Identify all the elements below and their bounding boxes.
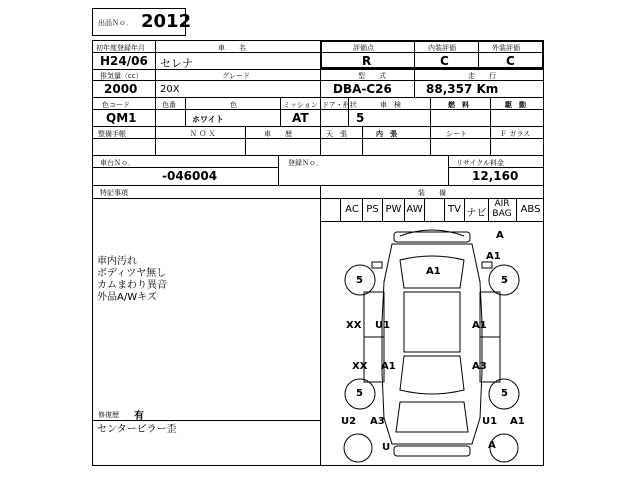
equipment-pw: PW — [385, 204, 402, 215]
doors-value: 5 — [356, 111, 365, 125]
lot-number-label: 出品Ｎｏ． — [98, 19, 133, 27]
exterior-grade-value: C — [506, 54, 515, 68]
damage-code: 5 — [501, 275, 508, 286]
repair-value: 有 — [134, 411, 144, 422]
manual-label: 整備手帳 — [98, 130, 126, 138]
damage-code: A1 — [486, 251, 501, 262]
damage-code: A3 — [472, 361, 487, 372]
lot-number: 2012 — [141, 11, 192, 32]
interior-grade-label: 内装評価 — [428, 44, 456, 52]
note-line: ボディツヤ無し — [97, 268, 167, 279]
color-code-label: 色コード — [102, 101, 130, 109]
lot-number-box — [92, 8, 192, 36]
model-label: 車 名 — [218, 44, 246, 52]
interior-grade-value: C — [440, 54, 449, 68]
damage-code: 5 — [356, 388, 363, 399]
notes-list — [97, 256, 312, 304]
inspection-label: 車 検 — [380, 101, 401, 109]
equipment-row — [320, 198, 544, 222]
damage-code: A1 — [381, 361, 396, 372]
damage-code: XX — [346, 320, 362, 331]
color-label: 色 — [230, 101, 237, 109]
note-line: 外品A/Wキズ — [97, 292, 157, 303]
damage-code: A — [496, 230, 504, 241]
mileage-value: 88,357 Km — [426, 82, 499, 96]
damage-code: U2 — [341, 416, 357, 427]
damage-code: A1 — [472, 320, 487, 331]
grade-label: グレード — [222, 72, 250, 80]
damage-code: U1 — [482, 416, 498, 427]
exterior-grade-label: 外装評価 — [492, 44, 520, 52]
grade-value: 20X — [160, 84, 180, 95]
model-value: セレナ — [160, 57, 193, 70]
seat-label: シート — [446, 130, 467, 138]
score-label: 評価点 — [353, 44, 374, 52]
displacement-value: 2000 — [104, 82, 138, 96]
recycle-label: リサイクル料金 — [456, 159, 505, 167]
damage-code: A1 — [426, 266, 441, 277]
interior-lining-label: 内 張 — [376, 130, 397, 138]
drive-label: 駆 動 — [505, 101, 526, 109]
history-label: 車 歴 — [264, 130, 292, 138]
year-label: 初年度登録年月 — [96, 44, 145, 52]
damage-code: 5 — [501, 388, 508, 399]
transmission-value: AT — [292, 111, 309, 125]
damage-code: A — [488, 440, 496, 451]
chassis-label: 車台Ｎｏ． — [100, 159, 135, 167]
fuel-label: 燃 料 — [448, 101, 469, 109]
type-value: DBA-C26 — [333, 82, 392, 96]
equipment-label: 装 備 — [418, 189, 446, 197]
damage-code: A3 — [370, 416, 385, 427]
year-value: H24/06 — [100, 54, 148, 68]
recycle-value: 12,160 — [472, 169, 519, 183]
equipment-ps: PS — [366, 204, 379, 215]
registration-label: 登録Ｎｏ． — [288, 159, 323, 167]
note-line: 車内汚れ — [97, 256, 137, 267]
chassis-value: -046004 — [162, 169, 218, 183]
damage-code: XX — [352, 361, 368, 372]
doors-label: ドア・形状 — [322, 101, 357, 109]
car-diagram — [320, 222, 544, 466]
color-value: ホワイト — [192, 115, 224, 124]
damage-code: U — [382, 442, 391, 453]
damage-code: A1 — [510, 416, 525, 427]
damage-code: 5 — [356, 275, 363, 286]
equipment-abs: ABS — [520, 204, 541, 215]
repair-detail: センターピラー歪 — [97, 424, 177, 435]
transmission-label: ミッション — [283, 101, 318, 109]
damage-code: U1 — [375, 320, 391, 331]
repair-label: 修復歴 — [98, 411, 119, 419]
nox-label: Ｎ Ｏ Ｘ — [190, 130, 216, 138]
score-value: R — [362, 54, 372, 68]
equipment-aw: AW — [406, 204, 423, 215]
color-code-value: QM1 — [106, 111, 137, 125]
color-family-label: 色番 — [162, 101, 176, 109]
displacement-label: 排気量（cc） — [100, 72, 143, 80]
equipment-ac: AC — [345, 204, 359, 215]
equipment-airbag: AIR BAG — [492, 199, 512, 219]
note-line: カムまわり異音 — [97, 280, 167, 291]
type-label: 型 式 — [358, 72, 386, 80]
mileage-label: 走 行 — [468, 72, 496, 80]
glass-label: Ｆ ガラス — [500, 130, 531, 138]
notes-label: 特記事項 — [100, 189, 128, 197]
equipment-navi: ナビ — [466, 208, 487, 219]
ceiling-label: 天 張 — [326, 130, 347, 138]
equipment-tv: TV — [448, 204, 461, 215]
